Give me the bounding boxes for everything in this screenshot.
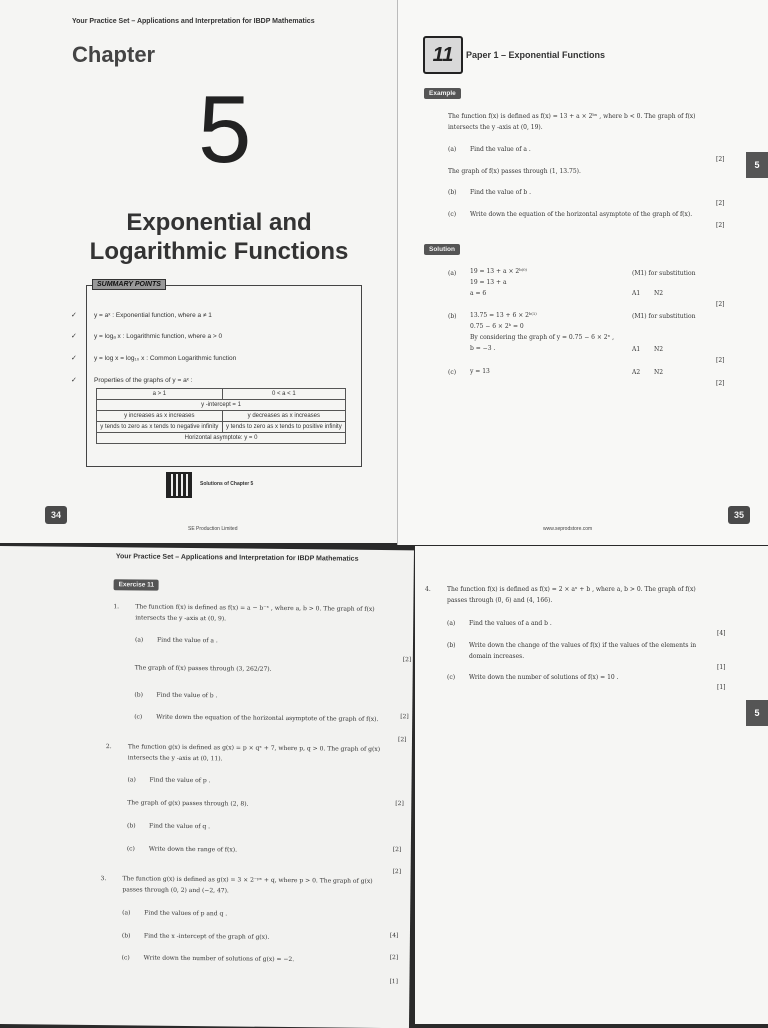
check-icon: ✓ (71, 332, 77, 340)
page-exercise-right (415, 546, 768, 1024)
marks: [4] (717, 630, 726, 637)
marks: [2] (389, 954, 399, 962)
solution-line: 0.75 − 6 × 2ᵇ = 0 (470, 323, 524, 330)
solution-line: By considering the graph of y = 0.75 − 6 × 2ˣ , (470, 334, 614, 341)
part-text: Find the value of p . (149, 776, 211, 785)
marks: [2] (716, 357, 725, 364)
marks: [4] (389, 932, 399, 940)
part-label: (b) (127, 822, 136, 830)
solution-line: y = 13 (470, 368, 490, 375)
part-label: (a) (127, 776, 136, 784)
chapter-word: Chapter (72, 42, 156, 67)
table-header: 0 < a < 1 (222, 389, 345, 400)
part-label: (c) (126, 845, 135, 853)
summary-point-4: Properties of the graphs of y = aˣ : (94, 377, 193, 384)
check-icon: ✓ (71, 376, 77, 384)
marks: [2] (716, 301, 725, 308)
question-text: intersects the y -axis at (0, 11). (127, 754, 223, 763)
check-icon: ✓ (71, 311, 77, 319)
page-exercise-left (0, 546, 414, 1028)
check-icon: ✓ (71, 354, 77, 362)
part-text: Write down the equation of the horizontal asymptote of the graph of f(x). (156, 713, 379, 723)
chapter-title-line2: Logarithmic Functions (89, 238, 349, 265)
mark-scheme: A2 (632, 369, 641, 376)
part-label: (c) (447, 674, 456, 681)
table-cell: y tends to zero as x tends to positive infinity (222, 422, 345, 433)
part-text: Find the values of p and q . (144, 909, 228, 918)
chapter-title (60, 208, 378, 266)
part-label: (b) (134, 691, 144, 699)
page-35 (398, 0, 768, 545)
footer: www.seprodstore.com (543, 526, 593, 532)
summary-point-3: y = log x = log₁₀ x : Common Logarithmic function (94, 355, 237, 362)
chapter-side-tab: 5 (746, 700, 768, 726)
part-text: Find the value of b . (156, 691, 218, 700)
part-label: (b) (121, 932, 131, 940)
page-number: 35 (728, 506, 750, 524)
marks: [2] (716, 200, 725, 207)
mark-scheme: N2 (654, 369, 664, 376)
solution-line: 19 = 13 + a × 2ᵇ⁽⁰⁾ (470, 268, 527, 275)
mark-scheme: N2 (654, 346, 664, 353)
marks: [1] (717, 664, 726, 671)
part-label: (a) (447, 620, 456, 627)
part-label: (a) (134, 636, 144, 644)
solution-tag: Solution (424, 244, 460, 255)
chapter-side-tab: 5 (746, 152, 768, 178)
part-text: Write down the number of solutions of f(x) = 10 . (469, 674, 619, 681)
marks: [1] (389, 978, 398, 986)
part-text: Find the x -intercept of the graph of g(x). (143, 932, 270, 941)
question-number: 4. (425, 586, 431, 593)
mark-scheme: N2 (654, 290, 664, 297)
part-label: (a) (448, 146, 457, 153)
table-cell: y increases as x increases (97, 411, 223, 422)
part-text: Find the value of a . (470, 146, 531, 153)
part-text: Write down the change of the values of f(x) if the values of the elements in (469, 642, 697, 649)
question-number: 2. (105, 743, 112, 751)
mark-scheme: (M1) for substitution (632, 313, 696, 320)
marks: [2] (392, 868, 402, 876)
marks: [2] (397, 736, 407, 744)
part-text: Find the value of a . (156, 636, 218, 645)
table-header: a > 1 (97, 389, 223, 400)
part-label: (b) (448, 313, 457, 320)
solution-line: a = 6 (470, 290, 487, 297)
table-cell: y tends to zero as x tends to negative infinity (97, 422, 223, 433)
part-label: (c) (134, 713, 143, 721)
question-number: 1. (113, 603, 120, 611)
example-tag: Example (424, 88, 461, 99)
part-text: Find the value of q . (149, 822, 211, 831)
marks: [2] (716, 380, 725, 387)
question-text: The function f(x) is defined as f(x) = a − b⁻ˣ , where a, b > 0. The graph of f(x) (135, 603, 375, 613)
chapter-box: 11 (423, 36, 463, 74)
qr-code-icon[interactable] (166, 472, 192, 498)
marks: [2] (716, 222, 725, 229)
part-text: Write down the equation of the horizontal asymptote of the graph of f(x). (470, 211, 693, 218)
paper-title: Paper 1 – Exponential Functions (466, 50, 606, 60)
qr-label: Solutions of Chapter 5 (200, 481, 254, 487)
part-label: (b) (448, 189, 457, 196)
marks: [2] (402, 656, 412, 664)
part-label: (a) (122, 909, 131, 917)
marks: [1] (717, 684, 726, 691)
mark-scheme: A1 (632, 346, 641, 353)
question-text: The function f(x) is defined as f(x) = 2 × aˣ + b , where a, b > 0. The graph of f(x) (447, 586, 696, 593)
solution-line: 19 = 13 + a (470, 279, 507, 286)
part-label: (c) (121, 954, 130, 962)
passes-text: The graph of f(x) passes through (1, 13.75). (448, 168, 581, 175)
question-text: The function g(x) is defined as g(x) = p × qˣ + 7, where p, q > 0. The graph of g(x) (127, 743, 381, 753)
marks: [2] (392, 846, 402, 854)
question-text: passes through (0, 6) and (4, 166). (447, 597, 553, 604)
mark-scheme: A1 (632, 290, 641, 297)
summary-point-2: y = logₐ x : Logarithmic function, where a > 0 (94, 333, 223, 340)
table-asymptote: Horizontal asymptote: y = 0 (97, 433, 346, 444)
page-34 (0, 0, 397, 543)
example-intro: The function f(x) is defined as f(x) = 13 + a × 2ᵇˣ , where b < 0. The graph of f(x) (448, 113, 696, 120)
running-header: Your Practice Set – Applications and Interpretation for IBDP Mathematics (115, 553, 359, 563)
part-text: Write down the number of solutions of g(x) = −2. (143, 954, 295, 964)
question-number: 3. (100, 875, 107, 883)
question-text: intersects the y -axis at (0, 9). (135, 614, 227, 623)
summary-point-1: y = aˣ : Exponential function, where a ≠ 1 (94, 312, 212, 319)
passes-text: The graph of f(x) passes through (3, 262/27). (134, 664, 272, 673)
summary-label: SUMMARY POINTS (92, 279, 166, 290)
part-text: Write down the range of f(x). (148, 845, 238, 854)
page-number: 34 (45, 506, 67, 524)
mark-scheme: (M1) for substitution (632, 270, 696, 277)
question-text: The function g(x) is defined as g(x) = 3 × 2⁻ᵖˣ + q, where p > 0. The graph of g(x) (122, 875, 373, 885)
chapter-number: 5 (198, 76, 252, 183)
part-label: (c) (448, 369, 457, 376)
passes-text: The graph of g(x) passes through (2, 8). (127, 799, 249, 808)
part-text: domain increases. (469, 653, 525, 660)
exercise-tag: Exercise 11 (114, 579, 160, 590)
marks: [2] (716, 156, 725, 163)
part-label: (c) (448, 211, 457, 218)
solution-line: b = −3 . (470, 345, 496, 352)
table-yint: y -intercept = 1 (97, 400, 346, 411)
part-text: Find the value of b . (470, 189, 532, 196)
example-intro: intersects the y -axis at (0, 19). (448, 124, 543, 131)
running-header: Your Practice Set – Applications and Interpretation for IBDP Mathematics (72, 18, 315, 25)
part-text: Find the values of a and b . (469, 620, 552, 627)
marks: [2] (395, 800, 404, 808)
chapter-title-line1: Exponential and (126, 209, 312, 236)
marks: [2] (400, 713, 409, 721)
part-label: (b) (447, 642, 456, 649)
part-label: (a) (448, 270, 457, 277)
footer: SE Production Limited (188, 526, 238, 532)
solution-line: 13.75 = 13 + 6 × 2ᵇ⁽¹⁾ (470, 312, 537, 319)
table-cell: y decreases as x increases (222, 411, 345, 422)
properties-table (96, 388, 346, 444)
question-text: passes through (0, 2) and (−2, 47). (122, 886, 229, 895)
